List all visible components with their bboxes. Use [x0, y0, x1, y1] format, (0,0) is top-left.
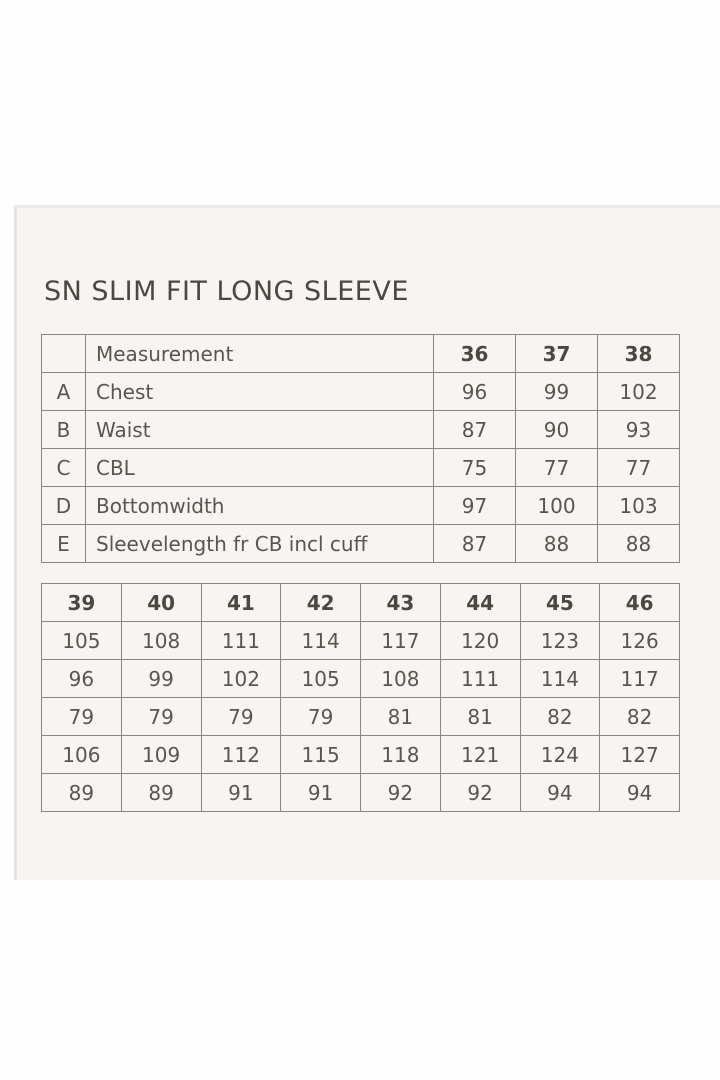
table-header-row	[42, 335, 680, 373]
cell-value: 120	[440, 622, 520, 660]
cell-value: 97	[434, 487, 516, 525]
column-header-size-42: 42	[281, 584, 361, 622]
page-title: SN SLIM FIT LONG SLEEVE	[44, 276, 409, 307]
table-row	[42, 622, 680, 660]
column-header-size-46: 46	[600, 584, 680, 622]
column-header-size-44: 44	[440, 584, 520, 622]
cell-value: 99	[121, 660, 201, 698]
cell-value: 115	[281, 736, 361, 774]
column-header-size-37: 37	[516, 335, 598, 373]
row-letter: C	[42, 449, 86, 487]
table-row	[42, 698, 680, 736]
cell-value: 94	[600, 774, 680, 812]
cell-value: 75	[434, 449, 516, 487]
cell-value: 96	[434, 373, 516, 411]
cell-value: 82	[520, 698, 600, 736]
cell-value: 111	[201, 622, 281, 660]
cell-value: 89	[42, 774, 122, 812]
column-header-size-36: 36	[434, 335, 516, 373]
cell-value: 79	[201, 698, 281, 736]
cell-value: 89	[121, 774, 201, 812]
table-row	[42, 487, 680, 525]
column-header-size-43: 43	[361, 584, 441, 622]
row-label: Sleevelength fr CB incl cuff	[86, 525, 434, 563]
column-header-letter	[42, 335, 86, 373]
cell-value: 91	[281, 774, 361, 812]
table-row	[42, 373, 680, 411]
cell-value: 112	[201, 736, 281, 774]
cell-value: 79	[42, 698, 122, 736]
cell-value: 90	[516, 411, 598, 449]
table-row	[42, 736, 680, 774]
cell-value: 105	[42, 622, 122, 660]
row-label: Chest	[86, 373, 434, 411]
column-header-size-38: 38	[598, 335, 680, 373]
cell-value: 123	[520, 622, 600, 660]
cell-value: 81	[361, 698, 441, 736]
cell-value: 102	[598, 373, 680, 411]
cell-value: 121	[440, 736, 520, 774]
measurements-table-extended	[41, 583, 680, 812]
row-letter: D	[42, 487, 86, 525]
cell-value: 106	[42, 736, 122, 774]
cell-value: 77	[598, 449, 680, 487]
cell-value: 117	[600, 660, 680, 698]
cell-value: 103	[598, 487, 680, 525]
cell-value: 91	[201, 774, 281, 812]
measurements-table	[41, 334, 680, 563]
column-header-size-45: 45	[520, 584, 600, 622]
row-label: CBL	[86, 449, 434, 487]
column-header-size-39: 39	[42, 584, 122, 622]
row-label: Bottomwidth	[86, 487, 434, 525]
cell-value: 109	[121, 736, 201, 774]
column-header-size-40: 40	[121, 584, 201, 622]
cell-value: 87	[434, 525, 516, 563]
cell-value: 92	[361, 774, 441, 812]
table-row	[42, 411, 680, 449]
cell-value: 79	[281, 698, 361, 736]
cell-value: 117	[361, 622, 441, 660]
cell-value: 127	[600, 736, 680, 774]
cell-value: 87	[434, 411, 516, 449]
cell-value: 79	[121, 698, 201, 736]
column-header-size-41: 41	[201, 584, 281, 622]
row-letter: B	[42, 411, 86, 449]
cell-value: 82	[600, 698, 680, 736]
cell-value: 77	[516, 449, 598, 487]
cell-value: 99	[516, 373, 598, 411]
column-header-measurement: Measurement	[86, 335, 434, 373]
cell-value: 102	[201, 660, 281, 698]
cell-value: 111	[440, 660, 520, 698]
cell-value: 100	[516, 487, 598, 525]
row-label: Waist	[86, 411, 434, 449]
cell-value: 81	[440, 698, 520, 736]
cell-value: 88	[598, 525, 680, 563]
table-row	[42, 525, 680, 563]
cell-value: 96	[42, 660, 122, 698]
table-header-row	[42, 584, 680, 622]
cell-value: 105	[281, 660, 361, 698]
cell-value: 114	[520, 660, 600, 698]
table-row	[42, 774, 680, 812]
cell-value: 93	[598, 411, 680, 449]
cell-value: 108	[361, 660, 441, 698]
cell-value: 126	[600, 622, 680, 660]
table-row	[42, 449, 680, 487]
row-letter: A	[42, 373, 86, 411]
cell-value: 124	[520, 736, 600, 774]
cell-value: 92	[440, 774, 520, 812]
cell-value: 88	[516, 525, 598, 563]
cell-value: 108	[121, 622, 201, 660]
cell-value: 118	[361, 736, 441, 774]
cell-value: 94	[520, 774, 600, 812]
row-letter: E	[42, 525, 86, 563]
cell-value: 114	[281, 622, 361, 660]
table-row	[42, 660, 680, 698]
